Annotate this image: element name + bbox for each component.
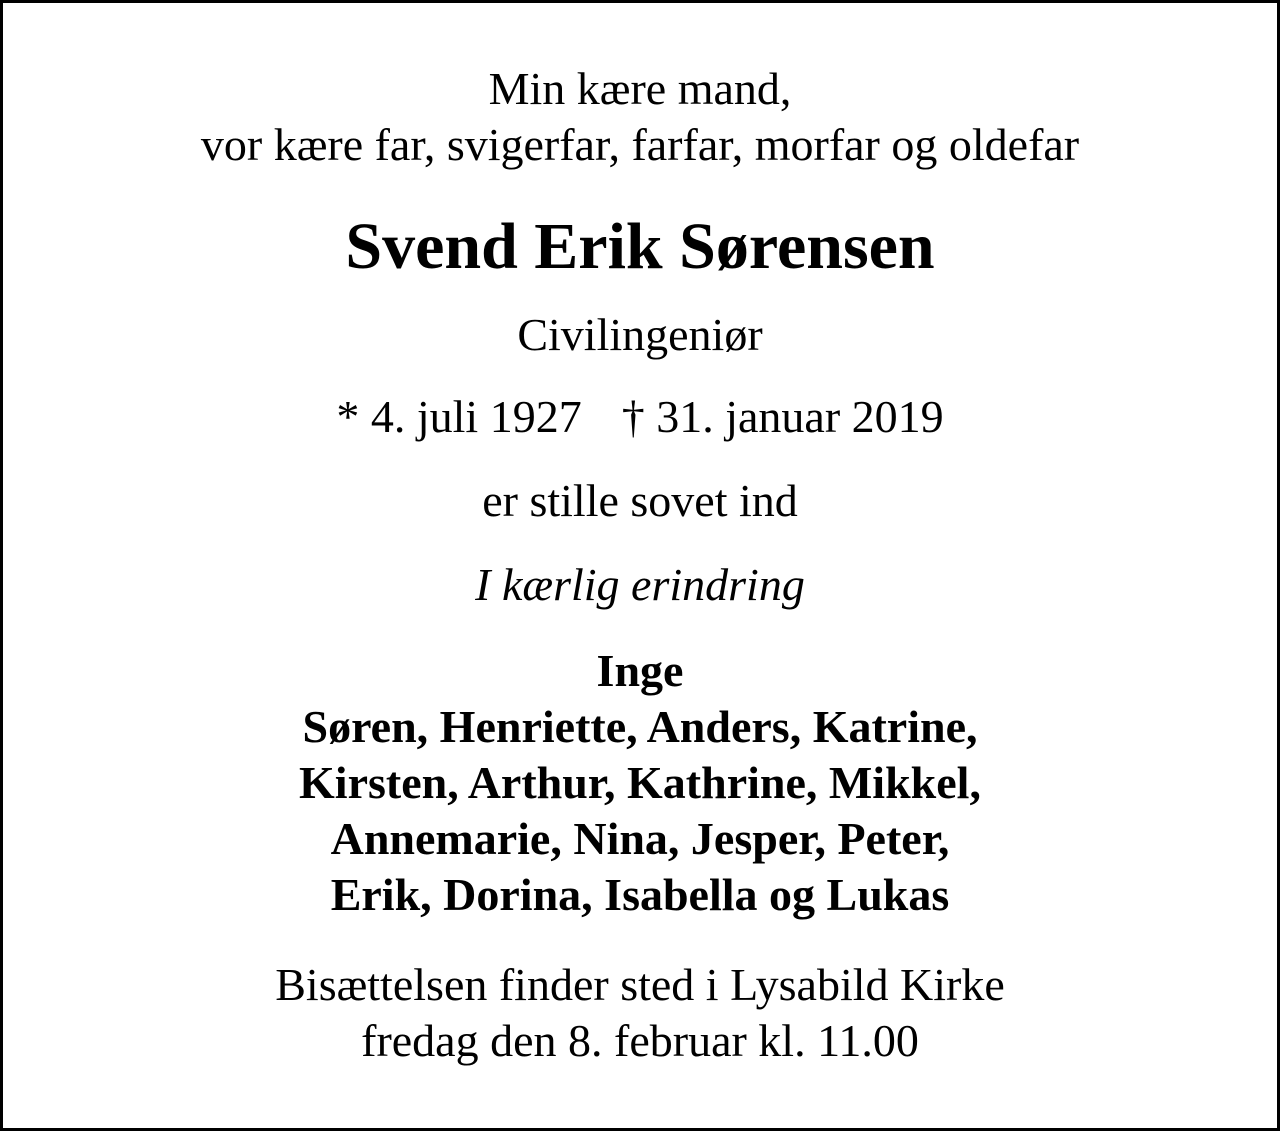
death-date: † 31. januar 2019	[621, 391, 944, 442]
family-line: Annemarie, Nina, Jesper, Peter,	[330, 813, 950, 864]
funeral-line: Bisættelsen finder sted i Lysabild Kirke	[275, 959, 1005, 1010]
family-list	[3, 643, 1277, 923]
family-line: Kirsten, Arthur, Kathrine, Mikkel,	[299, 757, 981, 808]
family-line: Inge	[596, 645, 684, 696]
birth-date: * 4. juli 1927	[336, 391, 582, 442]
passing-phrase: er stille sovet ind	[482, 475, 798, 526]
intro-line: Min kære mand,	[488, 63, 792, 114]
occupation: Civilingeniør	[517, 309, 763, 360]
funeral-line: fredag den 8. februar kl. 11.00	[361, 1015, 919, 1066]
memory-phrase: I kærlig erindring	[475, 559, 805, 610]
life-dates	[3, 389, 1277, 445]
family-line: Erik, Dorina, Isabella og Lukas	[330, 869, 950, 920]
family-line: Søren, Henriette, Anders, Katrine,	[302, 701, 978, 752]
intro-line: vor kære far, svigerfar, farfar, morfar og oldefar	[200, 119, 1080, 170]
funeral-info	[3, 957, 1277, 1069]
deceased-name: Svend Erik Sørensen	[345, 210, 935, 283]
intro-text	[3, 61, 1277, 173]
